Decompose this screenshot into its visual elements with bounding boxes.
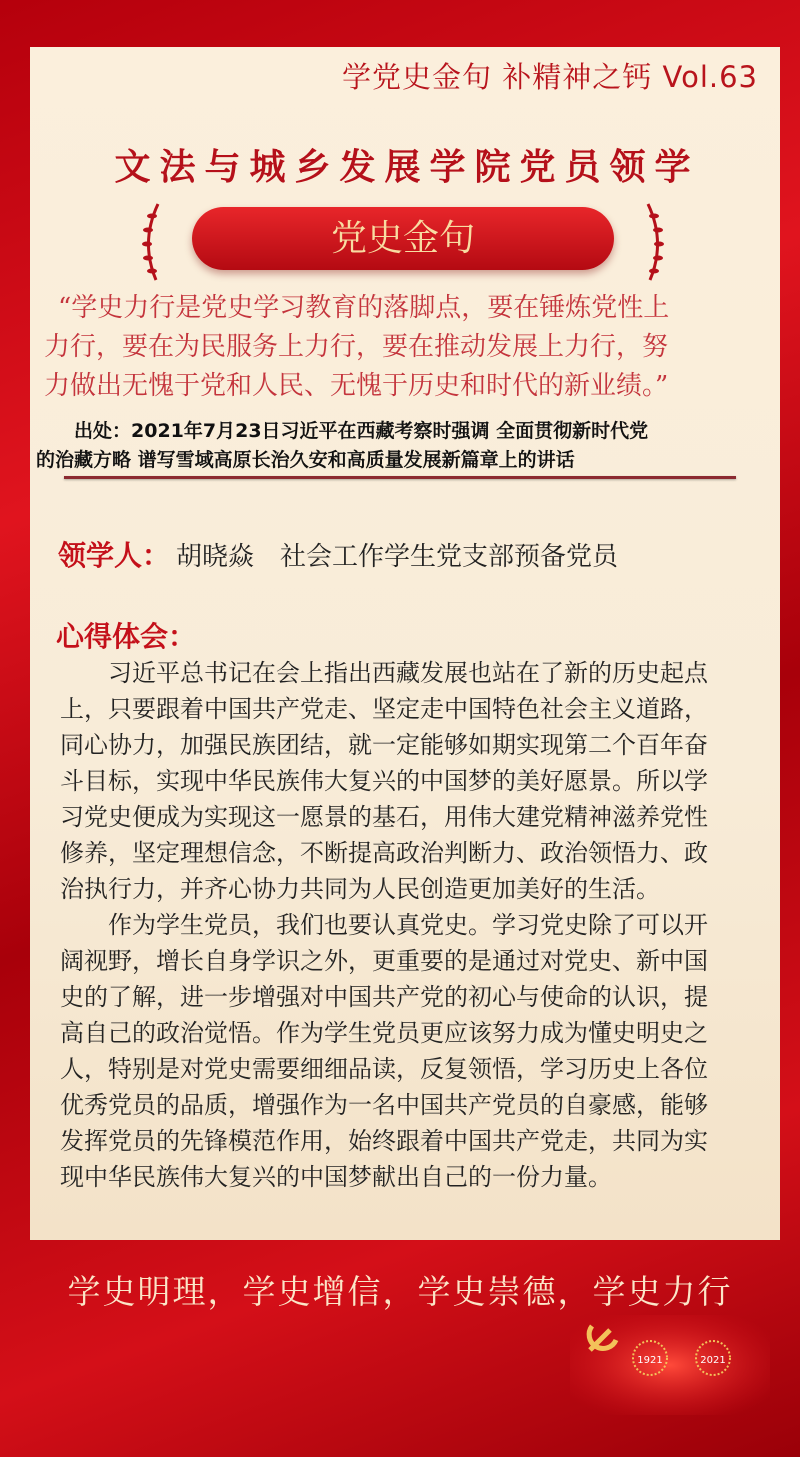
- leader-info: [58, 534, 618, 574]
- year-right: 2021: [700, 1355, 726, 1366]
- logo-glow: [570, 1315, 770, 1415]
- page-title: 文法与城乡发展学院党员领学: [114, 147, 700, 188]
- reflection-line: 上，只要跟着中国共产党走、坚定走中国特色社会主义道路，: [60, 695, 708, 723]
- reflection-line: 治执行力，并齐心协力共同为人民创造更加美好的生活。: [60, 875, 660, 903]
- reflection-line: 现中华民族伟大复兴的中国梦献出自己的一份力量。: [60, 1163, 612, 1191]
- reflection-line: 人，特别是对党史需要细细品读，反复领悟，学习历史上各位: [60, 1055, 708, 1083]
- reflection-line: 作为学生党员，我们也要认真党史。学习党史除了可以开: [60, 911, 708, 939]
- laurel-left-icon: [138, 202, 164, 282]
- reflection-line: 优秀党员的品质，增强作为一名中国共产党员的自豪感，能够: [60, 1091, 708, 1119]
- reflection-line: 修养，坚定理想信念，不断提高政治判断力、政治领悟力、政: [60, 839, 708, 867]
- reflection-line: 同心协力，加强民族团结，就一定能够如期实现第二个百年奋: [60, 731, 708, 759]
- year-left: 1921: [637, 1355, 663, 1366]
- badge-party-history-quote: 党史金句: [192, 207, 614, 270]
- centenary-logo: [570, 1310, 790, 1450]
- content-panel: [30, 47, 780, 1240]
- series-label: 学党史金句 补精神之钙 Vol.63: [342, 60, 758, 94]
- reflection-line: 习近平总书记在会上指出西藏发展也站在了新的历史起点: [60, 659, 708, 687]
- quote-line: 力行，要在为民服务上力行，要在推动发展上力行，努: [44, 332, 669, 362]
- leader-label: 领学人：: [58, 539, 171, 572]
- reflection-line: 阔视野，增长自身学识之外，更重要的是通过对党史、新中国: [60, 947, 708, 975]
- reflection-line: 史的了解，进一步增强对中国共产党的初心与使命的认识，提: [60, 983, 708, 1011]
- quote-line: 力做出无愧于党和人民、无愧于历史和时代的新业绩。”: [44, 371, 669, 401]
- leader-name: 胡晓焱: [176, 542, 255, 572]
- reflection-line: 发挥党员的先锋模范作用，始终跟着中国共产党走，共同为实: [60, 1127, 708, 1155]
- leader-role: 社会工作学生党支部预备党员: [280, 542, 619, 572]
- reflection-line: 习党史便成为实现这一愿景的基石，用伟大建党精神滋养党性: [60, 803, 708, 831]
- reflection-line: 高自己的政治觉悟。作为学生党员更应该努力成为懂史明史之: [60, 1019, 708, 1047]
- footer-slogan: 学史明理，学史增信，学史崇德，学史力行: [67, 1272, 733, 1311]
- laurel-right-icon: [642, 202, 668, 282]
- reflection-body: [60, 655, 780, 1195]
- source-line: 的治藏方略 谱写雪域高原长治久安和高质量发展新篇章上的讲话: [36, 449, 575, 471]
- quote-text: [44, 289, 764, 406]
- quote-line: “学史力行是党史学习教育的落脚点，要在锤炼党性上: [58, 293, 670, 323]
- divider: [64, 476, 736, 479]
- reflection-heading: 心得体会：: [56, 620, 197, 653]
- reflection-line: 斗目标，实现中华民族伟大复兴的中国梦的美好愿景。所以学: [60, 767, 708, 795]
- source-line: 出处：2021年7月23日习近平在西藏考察时强调 全面贯彻新时代党: [74, 420, 649, 442]
- quote-source: [36, 417, 766, 475]
